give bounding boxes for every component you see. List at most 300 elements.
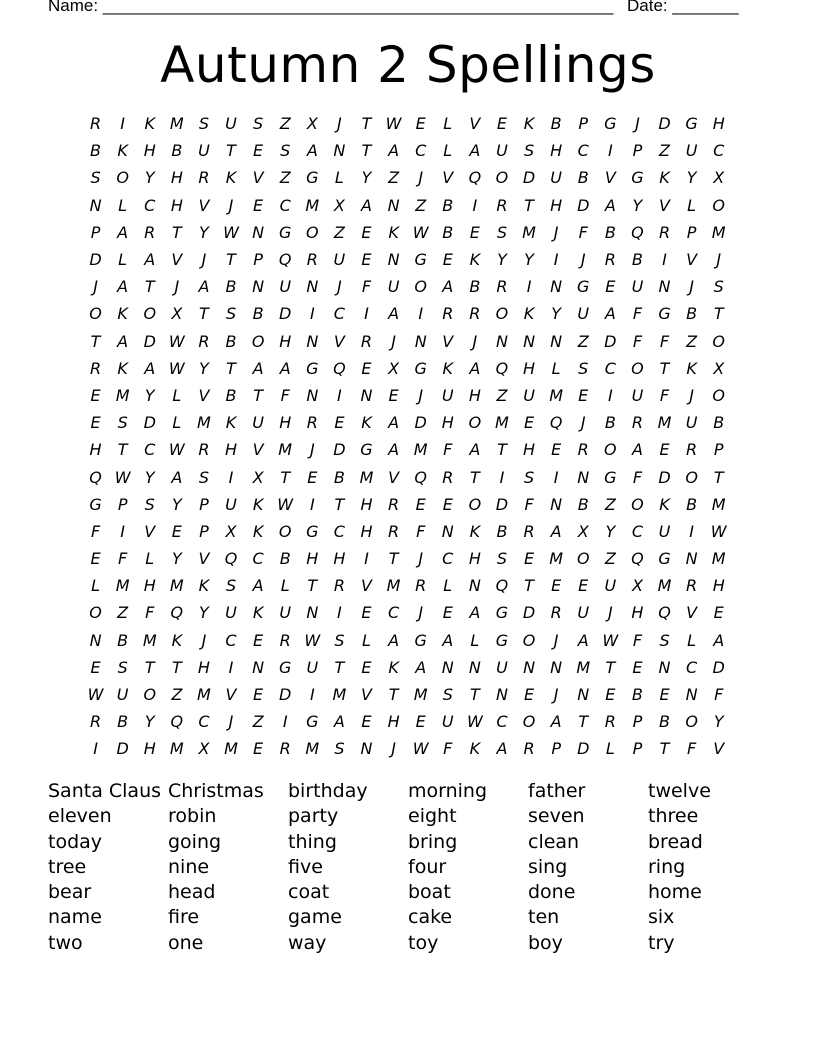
grid-letter: E xyxy=(253,195,264,215)
grid-letter: C xyxy=(333,304,345,324)
grid-letter: O xyxy=(89,603,102,623)
grid-letter: O xyxy=(631,494,644,514)
grid-letter: M xyxy=(115,385,130,405)
grid-letter: L xyxy=(172,413,182,433)
grid-letter: Z xyxy=(171,685,183,705)
grid-letter: U xyxy=(685,141,698,161)
grid-letter: R xyxy=(89,358,102,378)
grid-letter: V xyxy=(333,331,345,351)
word-bank-item: three xyxy=(648,805,699,828)
grid-letter: X xyxy=(713,168,725,188)
grid-letter: S xyxy=(334,630,345,650)
grid-letter: V xyxy=(469,114,481,134)
grid-letter: O xyxy=(414,277,427,297)
grid-letter: D xyxy=(143,413,156,433)
grid-letter: Q xyxy=(549,413,563,433)
grid-letter: J xyxy=(391,739,396,759)
grid-letter: C xyxy=(415,141,427,161)
grid-letter: X xyxy=(306,114,318,134)
grid-letter: L xyxy=(687,630,697,650)
grid-letter: N xyxy=(550,494,563,514)
grid-letter: B xyxy=(604,413,616,433)
page-title: Autumn 2 Spellings xyxy=(160,36,656,94)
grid-letter: D xyxy=(577,195,590,215)
grid-letter: N xyxy=(577,467,590,487)
grid-letter: R xyxy=(577,440,589,460)
grid-letter: P xyxy=(632,739,643,759)
grid-letter: T xyxy=(90,331,101,351)
grid-letter: I xyxy=(93,739,98,759)
grid-letter: T xyxy=(524,195,534,215)
grid-letter: C xyxy=(442,549,454,569)
grid-letter: G xyxy=(685,114,698,134)
word-bank-item: robin xyxy=(168,805,217,828)
grid-letter: J xyxy=(201,250,207,270)
grid-letter: F xyxy=(632,331,643,351)
grid-letter: L xyxy=(145,549,155,569)
word-bank-item: eight xyxy=(408,805,457,828)
grid-letter: X xyxy=(225,521,237,541)
grid-letter: G xyxy=(414,630,427,650)
grid-letter: G xyxy=(414,358,427,378)
word-bank-item: done xyxy=(528,881,576,904)
grid-letter: O xyxy=(306,222,319,242)
grid-letter: N xyxy=(387,195,400,215)
grid-letter: Y xyxy=(686,168,697,188)
grid-letter: S xyxy=(144,494,155,514)
grid-letter: G xyxy=(495,630,509,650)
grid-row xyxy=(82,654,744,681)
grid-letter: S xyxy=(117,413,128,433)
grid-letter: N xyxy=(468,657,481,677)
grid-letter: V xyxy=(442,168,454,188)
grid-letter: E xyxy=(605,277,616,297)
grid-row xyxy=(82,599,744,626)
grid-letter: P xyxy=(686,222,697,242)
grid-letter: Y xyxy=(144,168,155,188)
grid-letter: E xyxy=(90,385,101,405)
grid-letter: R xyxy=(198,168,210,188)
grid-letter: C xyxy=(577,141,589,161)
grid-letter: K xyxy=(225,413,237,433)
grid-letter: E xyxy=(253,630,264,650)
grid-letter: X xyxy=(198,739,210,759)
grid-letter: J xyxy=(93,277,98,297)
grid-letter: U xyxy=(252,413,264,433)
grid-letter: L xyxy=(118,250,128,270)
grid-letter: E xyxy=(442,250,453,270)
grid-letter: O xyxy=(143,304,157,324)
grid-letter: E xyxy=(361,358,372,378)
word-bank-item: eleven xyxy=(48,805,112,828)
grid-letter: U xyxy=(441,385,454,405)
grid-row xyxy=(82,491,744,518)
grid-letter: I xyxy=(553,467,559,487)
grid-row xyxy=(82,708,744,735)
grid-letter: N xyxy=(495,685,508,705)
grid-letter: V xyxy=(713,739,725,759)
grid-letter: F xyxy=(280,385,290,405)
grid-letter: Z xyxy=(415,195,427,215)
grid-letter: R xyxy=(333,576,345,596)
grid-letter: J xyxy=(553,630,559,650)
word-bank-item: cake xyxy=(408,906,453,929)
grid-letter: V xyxy=(686,603,698,623)
word-bank-item: sing xyxy=(528,855,568,878)
grid-letter: A xyxy=(388,141,400,161)
grid-letter: A xyxy=(388,630,400,650)
grid-letter: I xyxy=(526,277,532,297)
grid-letter: N xyxy=(685,685,698,705)
grid-row xyxy=(82,300,744,327)
grid-letter: E xyxy=(361,603,372,623)
grid-letter: M xyxy=(359,467,374,487)
grid-letter: F xyxy=(118,549,128,569)
grid-letter: J xyxy=(553,685,559,705)
grid-letter: D xyxy=(279,304,292,324)
grid-letter: Z xyxy=(496,385,508,405)
grid-letter: Q xyxy=(333,358,346,378)
grid-letter: J xyxy=(391,331,396,351)
word-bank-item: six xyxy=(648,906,675,929)
grid-letter: S xyxy=(496,549,508,569)
grid-letter: I xyxy=(309,494,315,514)
grid-letter: T xyxy=(469,685,480,705)
grid-letter: R xyxy=(415,576,427,596)
grid-letter: R xyxy=(306,250,318,270)
grid-row xyxy=(82,436,744,463)
grid-letter: Y xyxy=(632,195,643,215)
grid-letter: R xyxy=(469,304,481,324)
grid-letter: O xyxy=(576,549,590,569)
grid-letter: J xyxy=(201,630,207,650)
word-bank-item: one xyxy=(168,931,204,954)
grid-letter: A xyxy=(604,195,616,215)
grid-letter: T xyxy=(226,358,236,378)
grid-letter: U xyxy=(306,657,319,677)
grid-letter: L xyxy=(687,195,697,215)
grid-letter: V xyxy=(659,195,670,215)
grid-letter: K xyxy=(252,521,264,541)
grid-letter: Y xyxy=(144,385,155,405)
grid-letter: K xyxy=(388,222,399,242)
grid-row xyxy=(82,328,744,355)
grid-letter: G xyxy=(604,467,617,487)
grid-letter: E xyxy=(388,385,399,405)
grid-letter: I xyxy=(337,603,342,623)
grid-letter: U xyxy=(225,603,237,623)
grid-letter: A xyxy=(388,440,400,460)
grid-letter: U xyxy=(604,576,617,596)
grid-letter: N xyxy=(252,277,265,297)
grid-letter: M xyxy=(115,576,130,596)
grid-letter: G xyxy=(306,712,319,732)
grid-letter: E xyxy=(90,413,101,433)
grid-letter: M xyxy=(549,385,564,405)
grid-letter: A xyxy=(117,222,129,242)
grid-letter: B xyxy=(686,304,698,324)
word-bank-item: party xyxy=(288,805,339,828)
grid-letter: R xyxy=(144,222,156,242)
grid-letter: I xyxy=(337,385,342,405)
word-bank-item: fire xyxy=(168,906,200,929)
word-bank-item: five xyxy=(288,855,323,878)
grid-letter: R xyxy=(496,195,508,215)
grid-letter: M xyxy=(711,222,726,242)
grid-letter: K xyxy=(469,739,481,759)
grid-letter: Q xyxy=(89,467,102,487)
grid-letter: J xyxy=(418,549,424,569)
grid-letter: U xyxy=(496,657,508,677)
grid-letter: E xyxy=(361,657,372,677)
grid-letter: I xyxy=(364,549,369,569)
grid-letter: B xyxy=(686,494,698,514)
grid-letter: K xyxy=(659,494,670,514)
grid-letter: E xyxy=(659,685,670,705)
grid-letter: G xyxy=(495,603,509,623)
grid-letter: Z xyxy=(577,331,589,351)
grid-letter: L xyxy=(118,195,128,215)
grid-row xyxy=(82,110,744,137)
grid-letter: H xyxy=(143,576,156,596)
grid-letter: B xyxy=(279,549,291,569)
grid-letter: S xyxy=(578,358,589,378)
grid-letter: M xyxy=(657,413,672,433)
grid-letter: B xyxy=(713,413,725,433)
grid-letter: N xyxy=(306,603,319,623)
grid-letter: T xyxy=(388,685,399,705)
name-field[interactable]: Name: ______________________________________________________ xyxy=(48,0,614,15)
grid-letter: G xyxy=(658,304,671,324)
grid-letter: P xyxy=(578,114,589,134)
grid-letter: A xyxy=(117,277,129,297)
grid-letter: E xyxy=(551,440,562,460)
grid-letter: K xyxy=(117,358,128,378)
grid-letter: Z xyxy=(659,141,670,161)
grid-letter: I xyxy=(228,467,234,487)
grid-letter: Q xyxy=(224,549,238,569)
grid-letter: D xyxy=(414,413,427,433)
grid-letter: A xyxy=(577,630,589,650)
grid-letter: B xyxy=(469,277,481,297)
grid-letter: K xyxy=(117,304,128,324)
grid-letter: T xyxy=(171,657,182,677)
grid-letter: J xyxy=(472,331,478,351)
grid-letter: P xyxy=(199,521,209,541)
grid-letter: Y xyxy=(171,494,182,514)
grid-letter: N xyxy=(523,331,536,351)
grid-letter: H xyxy=(550,141,563,161)
grid-letter: R xyxy=(279,630,291,650)
grid-letter: U xyxy=(279,603,292,623)
grid-letter: C xyxy=(604,358,616,378)
grid-letter: F xyxy=(443,440,453,460)
grid-letter: R xyxy=(686,440,698,460)
grid-letter: B xyxy=(631,685,643,705)
grid-letter: T xyxy=(713,304,724,324)
grid-letter: J xyxy=(689,277,694,297)
grid-letter: S xyxy=(225,576,237,596)
grid-letter: R xyxy=(89,712,102,732)
grid-letter: D xyxy=(116,739,129,759)
grid-letter: H xyxy=(225,440,238,460)
grid-letter: Q xyxy=(631,549,644,569)
word-bank-item: ten xyxy=(528,906,560,929)
grid-letter: K xyxy=(144,114,155,134)
grid-letter: I xyxy=(309,304,315,324)
grid-letter: T xyxy=(280,467,291,487)
grid-letter: A xyxy=(469,603,481,623)
grid-letter: Y xyxy=(171,549,182,569)
grid-letter: Z xyxy=(279,168,291,188)
grid-letter: F xyxy=(659,331,670,351)
grid-letter: P xyxy=(117,494,128,514)
grid-letter: V xyxy=(442,331,454,351)
grid-letter: R xyxy=(279,739,291,759)
grid-letter: D xyxy=(658,467,671,487)
grid-letter: A xyxy=(198,277,210,297)
grid-letter: M xyxy=(711,549,726,569)
grid-letter: T xyxy=(307,576,318,596)
grid-letter: B xyxy=(604,222,616,242)
grid-letter: H xyxy=(279,331,292,351)
grid-letter: Z xyxy=(604,549,616,569)
grid-letter: I xyxy=(364,304,369,324)
grid-letter: G xyxy=(89,494,102,514)
grid-letter: O xyxy=(712,385,725,405)
grid-letter: S xyxy=(713,277,724,297)
grid-letter: F xyxy=(632,467,643,487)
grid-letter: J xyxy=(309,440,315,460)
grid-letter: N xyxy=(306,385,319,405)
word-bank-item: way xyxy=(288,931,327,954)
grid-letter: O xyxy=(631,358,644,378)
grid-letter: B xyxy=(333,467,345,487)
grid-letter: I xyxy=(228,657,234,677)
grid-letter: E xyxy=(496,114,507,134)
word-bank-item: home xyxy=(648,881,702,904)
grid-letter: K xyxy=(659,168,670,188)
grid-letter: J xyxy=(228,712,234,732)
grid-letter: T xyxy=(253,385,263,405)
grid-letter: O xyxy=(712,331,725,351)
grid-letter: F xyxy=(145,603,155,623)
grid-letter: G xyxy=(414,250,427,270)
grid-letter: K xyxy=(117,141,128,161)
grid-letter: Z xyxy=(252,712,264,732)
grid-letter: E xyxy=(334,413,345,433)
grid-letter: C xyxy=(144,440,156,460)
grid-letter: E xyxy=(253,739,264,759)
grid-letter: R xyxy=(442,467,454,487)
grid-letter: R xyxy=(686,576,698,596)
grid-letter: J xyxy=(716,250,722,270)
grid-letter: N xyxy=(252,657,265,677)
grid-row xyxy=(82,355,744,382)
grid-letter: J xyxy=(689,385,694,405)
grid-letter: Q xyxy=(170,712,184,732)
grid-letter: Q xyxy=(278,250,292,270)
word-bank-item: Santa Claus xyxy=(48,780,162,802)
grid-letter: F xyxy=(714,685,724,705)
grid-letter: I xyxy=(662,250,667,270)
grid-row xyxy=(82,382,744,409)
grid-letter: K xyxy=(523,114,535,134)
grid-letter: N xyxy=(414,331,427,351)
word-bank-item: morning xyxy=(408,780,488,802)
grid-letter: Z xyxy=(279,114,291,134)
word-bank-item: toy xyxy=(408,931,439,954)
grid-letter: V xyxy=(361,576,372,596)
grid-letter: M xyxy=(332,685,347,705)
grid-letter: J xyxy=(635,114,640,134)
grid-letter: R xyxy=(523,739,535,759)
grid-letter: A xyxy=(469,141,481,161)
grid-letter: Z xyxy=(333,222,345,242)
grid-letter: E xyxy=(253,685,264,705)
grid-letter: P xyxy=(632,712,643,732)
grid-letter: T xyxy=(199,304,209,324)
grid-letter: W xyxy=(87,685,104,705)
grid-letter: V xyxy=(198,195,210,215)
grid-letter: B xyxy=(550,114,562,134)
grid-letter: S xyxy=(225,304,237,324)
grid-letter: J xyxy=(418,168,424,188)
grid-letter: V xyxy=(198,385,210,405)
grid-letter: H xyxy=(387,712,400,732)
grid-letter: K xyxy=(523,304,535,324)
grid-letter: D xyxy=(658,114,671,134)
grid-letter: V xyxy=(252,440,264,460)
grid-letter: U xyxy=(387,277,400,297)
grid-letter: N xyxy=(441,657,454,677)
grid-letter: F xyxy=(416,521,426,541)
grid-row xyxy=(82,545,744,572)
grid-letter: T xyxy=(659,358,670,378)
grid-letter: W xyxy=(223,222,239,242)
grid-letter: M xyxy=(495,413,509,433)
grid-letter: H xyxy=(360,521,373,541)
grid-letter: T xyxy=(334,494,345,514)
grid-letter: U xyxy=(441,712,454,732)
grid-letter: L xyxy=(443,114,453,134)
grid-letter: W xyxy=(602,630,619,650)
grid-letter: F xyxy=(632,304,643,324)
grid-letter: P xyxy=(713,440,724,460)
date-field[interactable]: Date: _______ xyxy=(627,0,739,15)
word-bank-item: game xyxy=(288,906,342,929)
grid-letter: I xyxy=(553,250,559,270)
grid-letter: T xyxy=(524,576,534,596)
name-date-line xyxy=(48,0,748,18)
grid-letter: W xyxy=(168,331,185,351)
grid-letter: S xyxy=(280,141,291,161)
grid-letter: S xyxy=(334,739,345,759)
word-bank-item: father xyxy=(528,780,586,802)
grid-letter: P xyxy=(551,739,561,759)
grid-letter: G xyxy=(279,657,292,677)
grid-letter: R xyxy=(550,603,562,623)
grid-letter: I xyxy=(282,712,288,732)
grid-letter: M xyxy=(711,494,726,514)
grid-letter: U xyxy=(631,385,644,405)
grid-letter: U xyxy=(116,685,129,705)
grid-letter: T xyxy=(117,440,128,460)
grid-letter: Y xyxy=(605,521,616,541)
grid-letter: K xyxy=(686,358,697,378)
grid-letter: L xyxy=(91,576,100,596)
grid-letter: B xyxy=(577,168,589,188)
